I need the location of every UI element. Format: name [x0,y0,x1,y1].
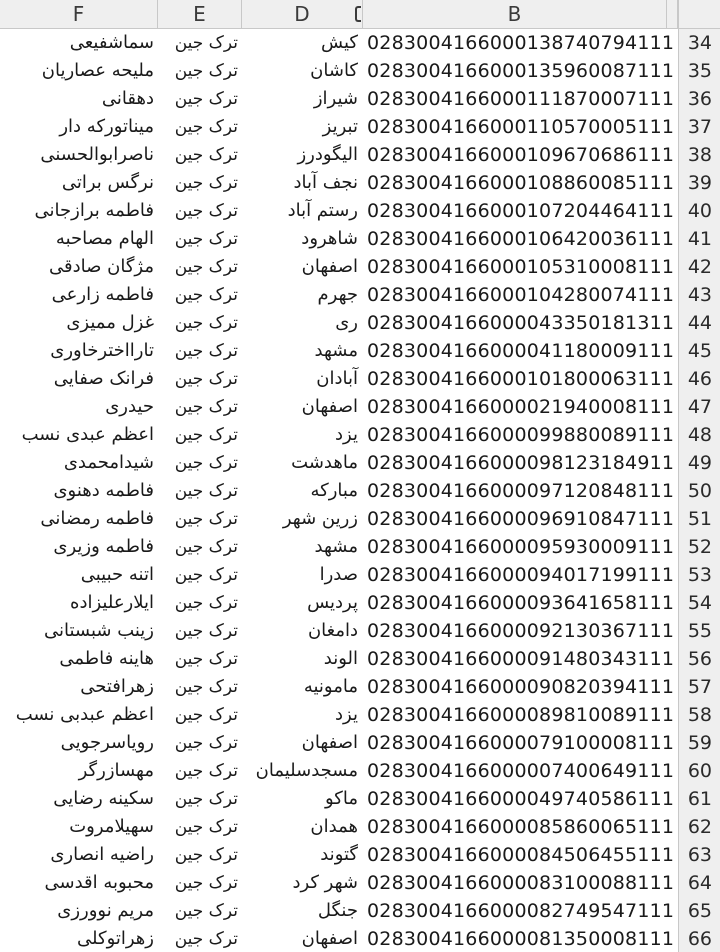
table-row [0,29,720,57]
cell-f-name[interactable]: هاینه فاطمی [59,648,154,669]
table-row [0,897,720,925]
table-row [0,645,720,673]
cell-f-name[interactable]: زهرافتحی [80,676,154,697]
cell-e-product[interactable]: ترک جین [174,453,238,473]
cell-f-name[interactable]: نرگس براتی [61,172,154,193]
cell-e-product[interactable]: ترک جین [174,789,238,809]
cell-e-product[interactable]: ترک جین [174,201,238,221]
cell-f-name[interactable]: زینب شبستانی [43,620,154,641]
cell-b-tracking-code[interactable]: 0283004166000104280074111 [367,284,675,306]
row-header-number[interactable]: 49 [678,449,720,477]
cell-f-name[interactable]: فاطمه دهنوی [53,480,154,501]
cell-e-product[interactable]: ترک جین [174,117,238,137]
row-header-number[interactable]: 64 [678,869,720,897]
cell-f-name[interactable]: مریم نوورزی [57,900,154,921]
row-header-number[interactable]: 59 [678,729,720,757]
table-row [0,841,720,869]
table-row [0,533,720,561]
cell-f-name[interactable]: تارااخترخاوری [50,340,154,361]
column-header-b[interactable]: B [363,0,667,28]
cell-b-tracking-code[interactable]: 0283004166000097120848111 [367,480,675,502]
table-row [0,813,720,841]
table-row [0,785,720,813]
column-header-d[interactable]: D [242,0,363,28]
cell-d-city[interactable]: یزد [335,704,358,725]
cell-b-tracking-code[interactable]: 0283004166000090820394111 [367,676,675,698]
table-row [0,337,720,365]
cell-e-product[interactable]: ترک جین [174,397,238,417]
table-row [0,85,720,113]
row-header-number[interactable]: 55 [678,617,720,645]
row-header-number[interactable]: 38 [678,141,720,169]
cell-d-city[interactable]: ماکو [325,788,358,809]
cell-e-product[interactable]: ترک جین [174,229,238,249]
cell-b-tracking-code[interactable]: 0283004166000091480343111 [367,648,675,670]
cell-b-tracking-code[interactable]: 0283004166000106420036111 [367,228,675,250]
cell-b-tracking-code[interactable]: 0283004166000083100088111 [367,872,675,894]
cell-b-tracking-code[interactable]: 0283004166000105310008111 [367,256,675,278]
cell-b-tracking-code[interactable]: 0283004166000107204464111 [367,200,675,222]
cell-e-product[interactable]: ترک جین [174,873,238,893]
row-header-number[interactable]: 37 [678,113,720,141]
cell-b-tracking-code[interactable]: 0283004166000092130367111 [367,620,675,642]
cell-b-tracking-code[interactable]: 0283004166000049740586111 [367,788,675,810]
row-header-number[interactable]: 43 [678,281,720,309]
cell-d-city[interactable]: تبریز [322,116,358,137]
cell-e-product[interactable]: ترک جین [174,761,238,781]
table-row [0,309,720,337]
cell-e-product[interactable]: ترک جین [174,677,238,697]
cell-d-city[interactable]: کیش [321,32,358,53]
cell-d-city[interactable]: آبادان [316,368,358,389]
table-row [0,225,720,253]
cell-d-city[interactable]: یزد [335,424,358,445]
cell-b-tracking-code[interactable]: 0283004166000079100008111 [367,732,675,754]
cell-e-product[interactable]: ترک جین [174,845,238,865]
cell-f-name[interactable]: راضیه انصاری [50,844,154,865]
table-row [0,561,720,589]
cell-b-tracking-code[interactable]: 0283004166000110570005111 [367,116,675,138]
row-header-number[interactable]: 46 [678,365,720,393]
cell-f-name[interactable]: سماشفیعی [69,32,154,53]
table-row [0,113,720,141]
select-all-corner[interactable] [678,0,720,28]
row-header-number[interactable]: 56 [678,645,720,673]
row-header-number[interactable]: 62 [678,813,720,841]
table-row [0,757,720,785]
cell-d-city[interactable]: شاهرود [301,228,358,249]
cell-b-tracking-code[interactable]: 0283004166000081350008111 [367,928,675,950]
cell-f-name[interactable]: زهراتوکلی [77,928,154,949]
table-row [0,477,720,505]
cell-f-name[interactable]: سکینه رضایی [53,788,154,809]
table-row [0,925,720,952]
cell-f-name[interactable]: رویاسرجویی [60,732,154,753]
row-header-number[interactable]: 51 [678,505,720,533]
row-header-number[interactable]: 58 [678,701,720,729]
cell-f-name[interactable]: دهقانی [101,88,154,109]
cell-d-city[interactable]: صدرا [319,564,358,585]
cell-b-tracking-code[interactable]: 0283004166000041180009111 [367,340,675,362]
cell-e-product[interactable]: ترک جین [174,341,238,361]
cell-d-city[interactable]: شهر کرد [292,872,358,893]
cell-f-name[interactable]: ملیحه عصاریان [41,60,154,81]
cell-e-product[interactable]: ترک جین [174,817,238,837]
table-row [0,421,720,449]
column-header-narrow[interactable] [667,0,678,28]
cell-b-tracking-code[interactable]: 0283004166000007400649111 [367,760,675,782]
cell-d-city[interactable]: جنگل [317,900,358,921]
cell-d-city[interactable]: نجف آباد [293,172,358,193]
row-header-number[interactable]: 57 [678,673,720,701]
cell-b-tracking-code[interactable]: 0283004166000085860065111 [367,816,675,838]
cell-b-tracking-code[interactable]: 0283004166000109670686111 [367,144,675,166]
cell-d-city[interactable]: اصفهان [301,396,358,417]
cell-f-name[interactable]: فاطمه برازجانی [34,200,154,221]
column-header-f[interactable]: F [0,0,158,28]
table-row [0,169,720,197]
cell-f-name[interactable]: حیدری [105,396,154,417]
cell-f-name[interactable]: غزل ممیزی [66,312,154,333]
cell-d-city[interactable]: رستم آباد [287,200,358,221]
cell-d-city[interactable]: همدان [310,816,358,837]
cell-f-name[interactable]: فاطمه وزیری [53,536,154,557]
table-row [0,197,720,225]
cell-d-city[interactable]: کاشان [310,60,358,81]
row-header-number[interactable]: 61 [678,785,720,813]
cell-d-city[interactable]: مبارکه [310,480,358,501]
cell-d-city[interactable]: مشهد [314,536,358,557]
row-header-number[interactable]: 34 [678,29,720,57]
cell-e-product[interactable]: ترک جین [174,565,238,585]
table-row [0,617,720,645]
cell-b-tracking-code[interactable]: 0283004166000108860085111 [367,172,675,194]
cell-f-name[interactable]: اعظم عبدبی نسب [15,704,154,725]
table-row [0,281,720,309]
cell-e-product[interactable]: ترک جین [174,61,238,81]
cell-d-city[interactable]: گتوند [320,844,358,865]
cell-d-city[interactable]: مسجدسلیمان [255,760,358,781]
cell-b-tracking-code[interactable]: 0283004166000095930009111 [367,536,675,558]
column-header-bar [0,0,720,29]
row-header-number[interactable]: 41 [678,225,720,253]
cell-e-product[interactable]: ترک جین [174,705,238,725]
cell-b-tracking-code[interactable]: 0283004166000084506455111 [367,844,675,866]
rows-container [0,29,720,952]
cell-f-name[interactable]: میناتورکه دار [59,116,154,137]
cell-d-city[interactable]: ری [335,312,358,333]
cell-e-product[interactable]: ترک جین [174,33,238,53]
table-row [0,701,720,729]
cell-b-tracking-code[interactable]: 0283004166000082749547111 [367,900,675,922]
cell-b-tracking-code[interactable]: 0283004166000093641658111 [367,592,675,614]
cell-f-name[interactable]: فرانک صفایی [53,368,154,389]
row-header-number[interactable]: 47 [678,393,720,421]
cell-b-tracking-code[interactable]: 0283004166000098123184911 [367,452,675,474]
cell-e-product[interactable]: ترک جین [174,537,238,557]
table-row [0,365,720,393]
cell-e-product[interactable]: ترک جین [174,145,238,165]
row-header-number[interactable]: 63 [678,841,720,869]
cell-f-name[interactable]: فاطمه زارعی [51,284,154,305]
hidden-column-marker-icon[interactable] [355,6,361,22]
cell-f-name[interactable]: فاطمه رمضانی [40,508,154,529]
table-row [0,589,720,617]
cell-b-tracking-code[interactable]: 0283004166000111870007111 [367,88,675,110]
row-header-number[interactable]: 60 [678,757,720,785]
cell-b-tracking-code[interactable]: 0283004166000101800063111 [367,368,675,390]
row-header-number[interactable]: 65 [678,897,720,925]
cell-d-city[interactable]: جهرم [317,284,358,305]
cell-e-product[interactable]: ترک جین [174,649,238,669]
cell-f-name[interactable]: محبوبه اقدسی [44,872,154,893]
cell-d-city[interactable]: ماهدشت [291,452,358,473]
cell-f-name[interactable]: مژگان صادقی [49,256,154,277]
cell-b-tracking-code[interactable]: 0283004166000138740794111 [367,32,675,54]
cell-d-city[interactable]: اصفهان [301,732,358,753]
row-header-number[interactable]: 39 [678,169,720,197]
cell-e-product[interactable]: ترک جین [174,285,238,305]
cell-d-city[interactable]: اصفهان [301,256,358,277]
table-row [0,505,720,533]
row-header-number[interactable]: 54 [678,589,720,617]
cell-b-tracking-code[interactable]: 0283004166000043350181311 [367,312,675,334]
table-row [0,57,720,85]
cell-d-city[interactable]: اصفهان [301,928,358,949]
cell-d-city[interactable]: مشهد [314,340,358,361]
column-header-e[interactable]: E [158,0,242,28]
table-row [0,253,720,281]
cell-f-name[interactable]: اعظم عبدی نسب [21,424,154,445]
cell-e-product[interactable]: ترک جین [174,89,238,109]
cell-d-city[interactable]: پردیس [307,592,358,613]
cell-d-city[interactable]: مامونیه [303,676,358,697]
row-header-number[interactable]: 36 [678,85,720,113]
row-header-number[interactable]: 48 [678,421,720,449]
cell-b-tracking-code[interactable]: 0283004166000094017199111 [367,564,675,586]
cell-e-product[interactable]: ترک جین [174,593,238,613]
row-header-number[interactable]: 45 [678,337,720,365]
cell-e-product[interactable]: ترک جین [174,901,238,921]
cell-e-product[interactable]: ترک جین [174,509,238,529]
cell-e-product[interactable]: ترک جین [174,733,238,753]
row-header-number[interactable]: 44 [678,309,720,337]
table-row [0,449,720,477]
row-header-number[interactable]: 35 [678,57,720,85]
cell-d-city[interactable]: الیگودرز [297,144,358,165]
cell-b-tracking-code[interactable]: 0283004166000021940008111 [367,396,675,418]
cell-d-city[interactable]: الوند [323,648,358,669]
row-header-number[interactable]: 53 [678,561,720,589]
cell-f-name[interactable]: شیدامحمدی [63,452,154,473]
cell-f-name[interactable]: ناصرابوالحسنی [40,144,154,165]
row-header-number[interactable]: 40 [678,197,720,225]
cell-e-product[interactable]: ترک جین [174,257,238,277]
cell-d-city[interactable]: دامغان [307,620,358,641]
cell-d-city[interactable]: شیراز [313,88,358,109]
table-row [0,393,720,421]
row-header-number[interactable]: 42 [678,253,720,281]
cell-b-tracking-code[interactable]: 0283004166000099880089111 [367,424,675,446]
table-row [0,729,720,757]
cell-e-product[interactable]: ترک جین [174,481,238,501]
table-row [0,673,720,701]
cell-e-product[interactable]: ترک جین [174,369,238,389]
cell-b-tracking-code[interactable]: 0283004166000135960087111 [367,60,675,82]
cell-e-product[interactable]: ترک جین [174,313,238,333]
cell-b-tracking-code[interactable]: 0283004166000096910847111 [367,508,675,530]
cell-f-name[interactable]: مهسازرگر [78,760,154,781]
cell-b-tracking-code[interactable]: 0283004166000089810089111 [367,704,675,726]
cell-f-name[interactable]: سهیلامروت [69,816,154,837]
cell-e-product[interactable]: ترک جین [174,173,238,193]
table-row [0,869,720,897]
cell-e-product[interactable]: ترک جین [174,425,238,445]
row-header-number[interactable]: 52 [678,533,720,561]
cell-e-product[interactable]: ترک جین [174,621,238,641]
cell-f-name[interactable]: الهام مصاحبه [55,228,154,249]
cell-e-product[interactable]: ترک جین [174,929,238,949]
row-header-number[interactable]: 50 [678,477,720,505]
cell-d-city[interactable]: زرین شهر [282,508,358,529]
row-header-number[interactable]: 66 [678,925,720,952]
cell-f-name[interactable]: اتنه حبیبی [80,564,154,585]
table-row [0,141,720,169]
cell-f-name[interactable]: ایلارعلیزاده [70,592,154,613]
